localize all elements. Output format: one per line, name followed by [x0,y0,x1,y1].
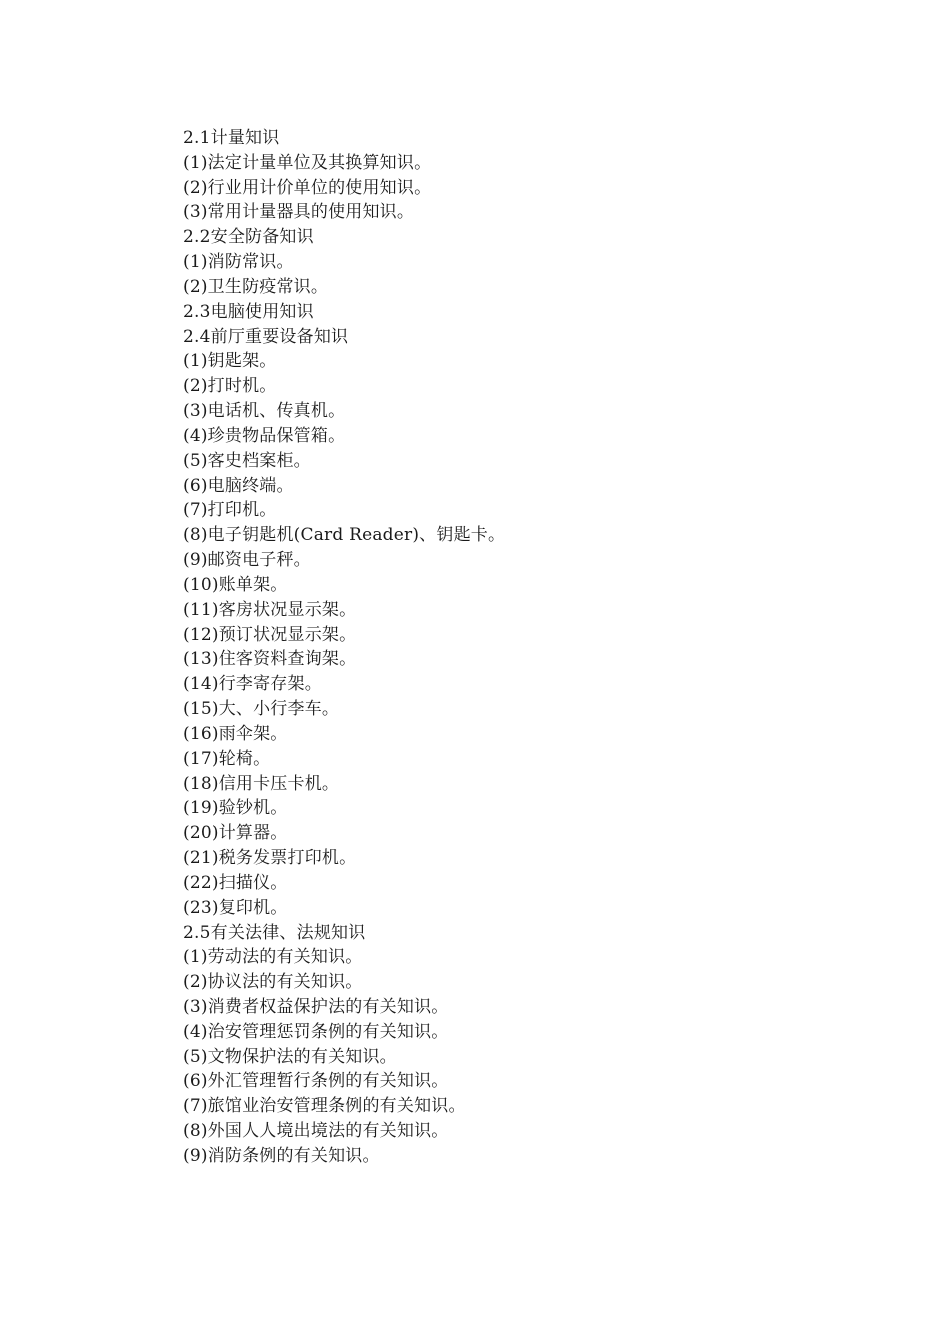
list-item: (3)电话机、传真机。 [183,401,346,422]
list-item: (3)常用计量器具的使用知识。 [183,202,415,223]
list-item: (11)客房状况显示架。 [183,599,357,620]
list-item: (1)法定计量单位及其换算知识。 [183,152,432,173]
list-item: (19)验钞机。 [183,798,288,819]
list-item: (20)计算器。 [183,823,288,844]
list-item: (22)扫描仪。 [183,872,288,893]
list-item: (2)行业用计价单位的使用知识。 [183,177,432,198]
list-item: (8)外国人人境出境法的有关知识。 [183,1121,449,1142]
list-item: (9)邮资电子秤。 [183,550,311,571]
list-item: (12)预订状况显示架。 [183,624,357,645]
list-item: (15)大、小行李车。 [183,699,340,720]
list-item: (8)电子钥匙机(Card Reader)、钥匙卡。 [183,525,506,546]
list-item: (4)治安管理惩罚条例的有关知识。 [183,1021,449,1042]
list-item: (2)打时机。 [183,376,277,397]
list-item: (1)钥匙架。 [183,351,277,372]
list-item: (1)消防常识。 [183,252,294,273]
list-item: (2)卫生防疫常识。 [183,276,329,297]
section-heading: 2.2安全防备知识 [183,227,314,248]
list-item: (14)行李寄存架。 [183,674,322,695]
list-item: (6)外汇管理暂行条例的有关知识。 [183,1071,449,1092]
list-item: (9)消防条例的有关知识。 [183,1145,380,1166]
list-item: (17)轮椅。 [183,748,271,769]
list-item: (7)旅馆业治安管理条例的有关知识。 [183,1096,466,1117]
list-item: (10)账单架。 [183,574,288,595]
list-item: (5)客史档案柜。 [183,450,311,471]
list-item: (5)文物保护法的有关知识。 [183,1046,397,1067]
section-heading: 2.1计量知识 [183,128,280,148]
list-item: (1)劳动法的有关知识。 [183,947,363,968]
section-heading: 2.5有关法律、法规知识 [183,922,366,943]
list-item: (7)打印机。 [183,500,277,521]
list-item: (16)雨伞架。 [183,723,288,744]
list-item: (13)住客资料查询架。 [183,649,357,670]
list-item: (23)复印机。 [183,897,288,918]
list-item: (6)电脑终端。 [183,475,294,496]
document-body [183,126,823,1169]
section-heading: 2.3电脑使用知识 [183,301,314,322]
section-heading: 2.4前厅重要设备知识 [183,326,349,347]
list-item: (3)消费者权益保护法的有关知识。 [183,996,449,1017]
list-item: (2)协议法的有关知识。 [183,972,363,993]
list-item: (18)信用卡压卡机。 [183,773,340,794]
list-item: (4)珍贵物品保管箱。 [183,425,346,446]
list-item: (21)税务发票打印机。 [183,848,357,869]
